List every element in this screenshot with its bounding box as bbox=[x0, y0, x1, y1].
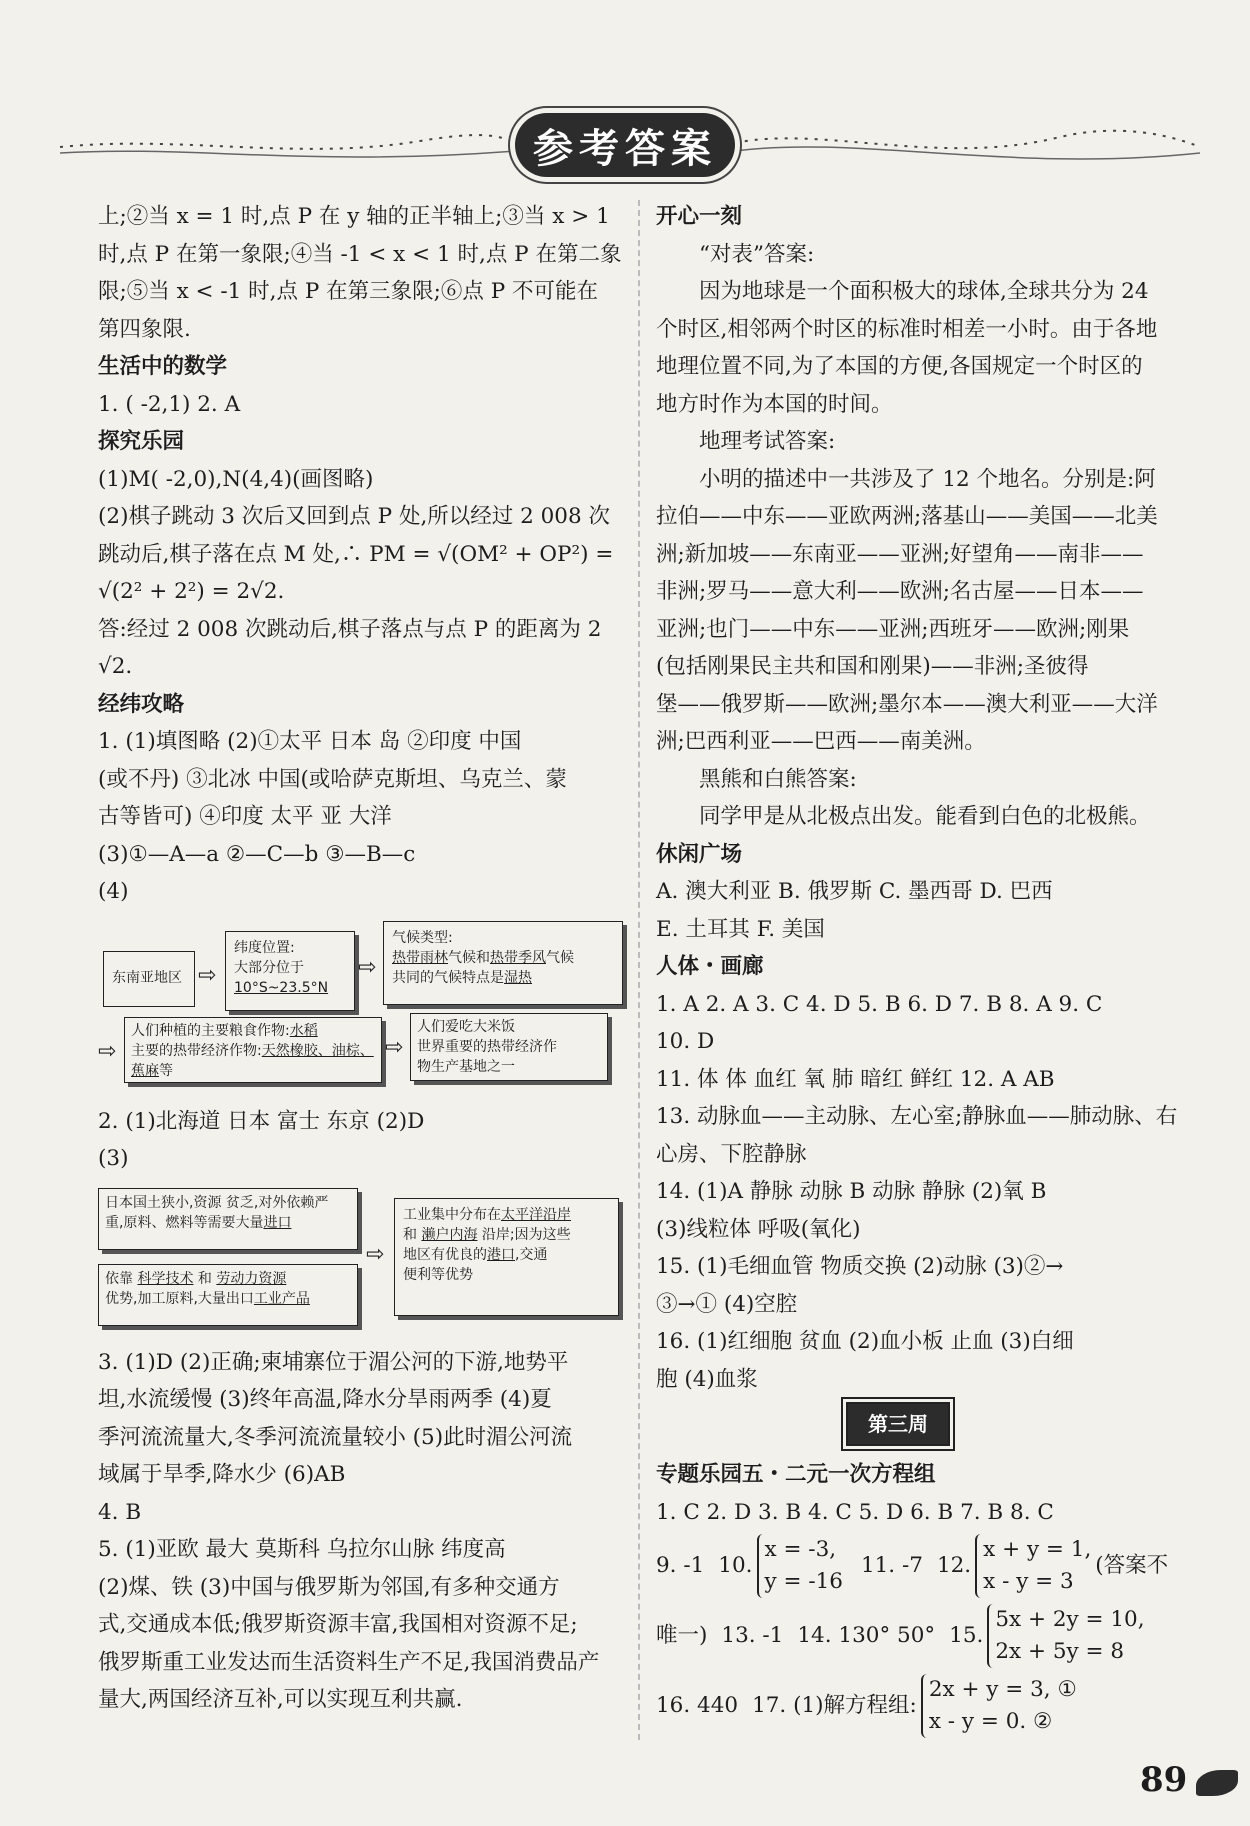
arrow-right-icon: ⇨ bbox=[366, 1241, 385, 1267]
equation-brace: 2x + y = 3, ① x - y = 0. ② bbox=[921, 1674, 1077, 1738]
page-title: 参考答案 bbox=[515, 113, 735, 177]
answer-line: (3)①—A—a ②—C—b ③—B—c bbox=[98, 841, 416, 867]
answer-line: 1. C 2. D 3. B 4. C 5. D 6. B 7. B 8. C bbox=[656, 1499, 1054, 1525]
intro-line: 限;⑤当 x < -1 时,点 P 在第三象限;⑥点 P 不可能在 bbox=[98, 279, 599, 304]
right-column bbox=[656, 198, 1186, 1741]
answer-line: 心房、下腔静脉 bbox=[656, 1141, 807, 1167]
diagram-box-region: 东南亚地区 bbox=[103, 951, 195, 1007]
answer-line: 拉伯——中东——亚欧两洲;落基山——美国——北美 bbox=[656, 504, 1158, 529]
answer-line: 因为地球是一个面积极大的球体,全球共分为 24 bbox=[699, 279, 1149, 304]
diagram-box-crops: 人们种植的主要粮食作物:水稻 主要的热带经济作物:天然橡胶、油棕、 蕉麻等 bbox=[124, 1017, 382, 1083]
answer-line: 4. B bbox=[98, 1499, 142, 1525]
answer-line: 5. (1)亚欧 最大 莫斯科 乌拉尔山脉 纬度高 bbox=[98, 1537, 506, 1562]
answer-line: (3)线粒体 呼吸(氧化) bbox=[656, 1216, 861, 1242]
section-title-human-body: 人体・画廊 bbox=[656, 954, 764, 979]
answer-line: 16. (1)红细胞 贫血 (2)血小板 止血 (3)白细 bbox=[656, 1329, 1074, 1354]
answer-line: 古等皆可) ④印度 太平 亚 大洋 bbox=[98, 804, 392, 829]
answer-line: 季河流流量大,冬季河流流量较小 (5)此时湄公河流 bbox=[98, 1424, 573, 1450]
section-title-geography: 经纬攻略 bbox=[98, 691, 185, 717]
intro-line: 时,点 P 在第一象限;④当 -1 < x < 1 时,点 P 在第二象 bbox=[98, 241, 622, 267]
answer-line: A. 澳大利亚 B. 俄罗斯 C. 墨西哥 D. 巴西 bbox=[656, 879, 1053, 904]
answer-line: 堡——俄罗斯——欧洲;墨尔本——澳大利亚——大洋 bbox=[656, 691, 1158, 717]
answer-line-system: 唯一) 13. -1 14. 130° 50° 15. 5x + 2y = 10, 2x + 5y = 8 bbox=[656, 1601, 1186, 1671]
answer-line: 2. (1)北海道 日本 富士 东京 (2)D bbox=[98, 1108, 425, 1134]
answer-line: (4) bbox=[98, 879, 129, 904]
answer-line: 3. (1)D (2)正确;柬埔寨位于湄公河的下游,地势平 bbox=[98, 1349, 569, 1375]
answer-line: 10. D bbox=[656, 1029, 715, 1054]
diagram-box-resources: 日本国土狭小,资源 贫乏,对外依赖严 重,原料、燃料等需要大量进口 bbox=[98, 1188, 358, 1250]
answer-line: 15. (1)毛细血管 物质交换 (2)动脉 (3)②→ bbox=[656, 1254, 1064, 1279]
section-title-math-life: 生活中的数学 bbox=[98, 354, 228, 379]
answer-line: √(2² + 2²) = 2√2. bbox=[98, 579, 285, 604]
answer-line: 非洲;罗马——意大利——欧洲;名古屋——日本—— bbox=[656, 579, 1144, 604]
answer-line: (3) bbox=[98, 1146, 129, 1171]
answer-line: 胞 (4)血浆 bbox=[656, 1366, 758, 1392]
intro-line: 第四象限. bbox=[98, 316, 191, 342]
answer-line: (或不丹) ③北冰 中国(或哈萨克斯坦、乌克兰、蒙 bbox=[98, 766, 567, 792]
equation-brace: x + y = 1, x - y = 3 bbox=[975, 1534, 1091, 1598]
answer-line: 地理考试答案: bbox=[699, 429, 836, 454]
answer-line: 地方时作为本国的时间。 bbox=[656, 391, 893, 417]
answer-line: 量大,两国经济互补,可以实现互利共赢. bbox=[98, 1687, 463, 1712]
answer-line: 小明的描述中一共涉及了 12 个地名。分别是:阿 bbox=[699, 466, 1156, 492]
left-column bbox=[98, 198, 623, 1719]
answer-line: (1)M( -2,0),N(4,4)(画图略) bbox=[98, 466, 374, 492]
diagram-box-technology: 依靠 科学技术 和 劳动力资源 优势,加工原料,大量出口工业产品 bbox=[98, 1264, 358, 1326]
arrow-right-icon: ⇨ bbox=[385, 1034, 404, 1060]
diagram-box-distribution: 工业集中分布在太平洋沿岸 和 濑户内海 沿岸;因为这些 地区有优良的港口,交通 便利等优势 bbox=[394, 1198, 619, 1316]
arrow-right-icon: ⇨ bbox=[98, 1038, 117, 1064]
answer-line: 11. 体 体 血红 氧 肺 暗红 鲜红 12. A AB bbox=[656, 1066, 1055, 1092]
equation-brace: 5x + 2y = 10, 2x + 5y = 8 bbox=[987, 1604, 1144, 1668]
answer-line: (包括刚果民主共和国和刚果)——非洲;圣彼得 bbox=[656, 654, 1089, 679]
diagram-box-rice-base: 人们爱吃大米饭 世界重要的热带经济作 物生产基地之一 bbox=[410, 1013, 608, 1081]
answer-line: (2)棋子跳动 3 次后又回到点 P 处,所以经过 2 008 次 bbox=[98, 504, 610, 529]
answer-line: 个时区,相邻两个时区的标准时相差一小时。由于各地 bbox=[656, 316, 1158, 342]
answer-line: E. 土耳其 F. 美国 bbox=[656, 916, 825, 942]
answer-line: 1. (1)填图略 (2)①太平 日本 岛 ②印度 中国 bbox=[98, 729, 522, 754]
southeast-asia-diagram bbox=[98, 917, 623, 1087]
answer-line: 1. ( -2,1) 2. A bbox=[98, 391, 241, 417]
answer-line: 洲;巴西利亚——巴西——南美洲。 bbox=[656, 729, 986, 754]
answer-line: 亚洲;也门——中东——亚洲;西班牙——欧洲;刚果 bbox=[656, 616, 1130, 642]
section-title-leisure: 休闲广场 bbox=[656, 841, 743, 867]
equation-brace: x = -3, y = -16 bbox=[757, 1534, 843, 1598]
diagram-box-climate: 气候类型: 热带雨林气候和热带季风气候 共同的气候特点是湿热 bbox=[383, 921, 623, 1005]
answer-line: 答:经过 2 008 次跳动后,棋子落点与点 P 的距离为 2 √2. bbox=[98, 616, 602, 679]
leaf-icon bbox=[1196, 1770, 1238, 1796]
intro-line: 上;②当 x = 1 时,点 P 在 y 轴的正半轴上;③当 x > 1 bbox=[98, 204, 610, 229]
answer-line: 跳动后,棋子落在点 M 处,∴ PM = √(OM² + OP²) = bbox=[98, 541, 614, 567]
week-badge: 第三周 bbox=[846, 1402, 950, 1446]
section-title-explore: 探究乐园 bbox=[98, 429, 185, 454]
answer-line: ③→① (4)空腔 bbox=[656, 1291, 798, 1317]
answer-line: 黑熊和白熊答案: bbox=[699, 766, 857, 792]
column-divider bbox=[638, 200, 640, 1740]
answer-line: 13. 动脉血——主动脉、左心室;静脉血——肺动脉、右 bbox=[656, 1104, 1178, 1129]
arrow-right-icon: ⇨ bbox=[198, 962, 217, 988]
answer-line: 1. A 2. A 3. C 4. D 5. B 6. D 7. B 8. A 9. C bbox=[656, 991, 1103, 1017]
diagram-box-latitude: 纬度位置: 大部分位于 10°S~23.5°N bbox=[225, 931, 355, 1011]
answer-line: 域属于旱季,降水少 (6)AB bbox=[98, 1462, 346, 1487]
answer-line: 坦,水流缓慢 (3)终年高温,降水分旱雨两季 (4)夏 bbox=[98, 1387, 552, 1412]
answer-line: 式,交通成本低;俄罗斯资源丰富,我国相对资源不足; bbox=[98, 1612, 578, 1637]
answer-line: 洲;新加坡——东南亚——亚洲;好望角——南非—— bbox=[656, 541, 1144, 567]
section-title-fun-moment: 开心一刻 bbox=[656, 204, 743, 229]
arrow-right-icon: ⇨ bbox=[358, 954, 377, 980]
answer-line: “对表”答案: bbox=[699, 241, 815, 267]
answer-line: 地理位置不同,为了本国的方便,各国规定一个时区的 bbox=[656, 354, 1143, 379]
japan-industry-diagram bbox=[98, 1184, 623, 1334]
page-number: 89 bbox=[1140, 1760, 1188, 1800]
answer-line-system: 9. -1 10. x = -3, y = -16 11. -7 12. x + y = 1, x - y = 3 (答案不 bbox=[656, 1531, 1186, 1601]
answer-line: (2)煤、铁 (3)中国与俄罗斯为邻国,有多种交通方 bbox=[98, 1574, 560, 1600]
section-title-equations: 专题乐园五・二元一次方程组 bbox=[656, 1462, 936, 1487]
page-header bbox=[60, 95, 1200, 205]
answer-line: 14. (1)A 静脉 动脉 B 动脉 静脉 (2)氧 B bbox=[656, 1179, 1047, 1204]
answer-line-system: 16. 440 17. (1)解方程组: 2x + y = 3, ① x - y = 0. ② bbox=[656, 1671, 1186, 1741]
answer-line: 俄罗斯重工业发达而生活资料生产不足,我国消费品产 bbox=[98, 1649, 600, 1675]
answer-line: 同学甲是从北极点出发。能看到白色的北极熊。 bbox=[699, 804, 1151, 829]
